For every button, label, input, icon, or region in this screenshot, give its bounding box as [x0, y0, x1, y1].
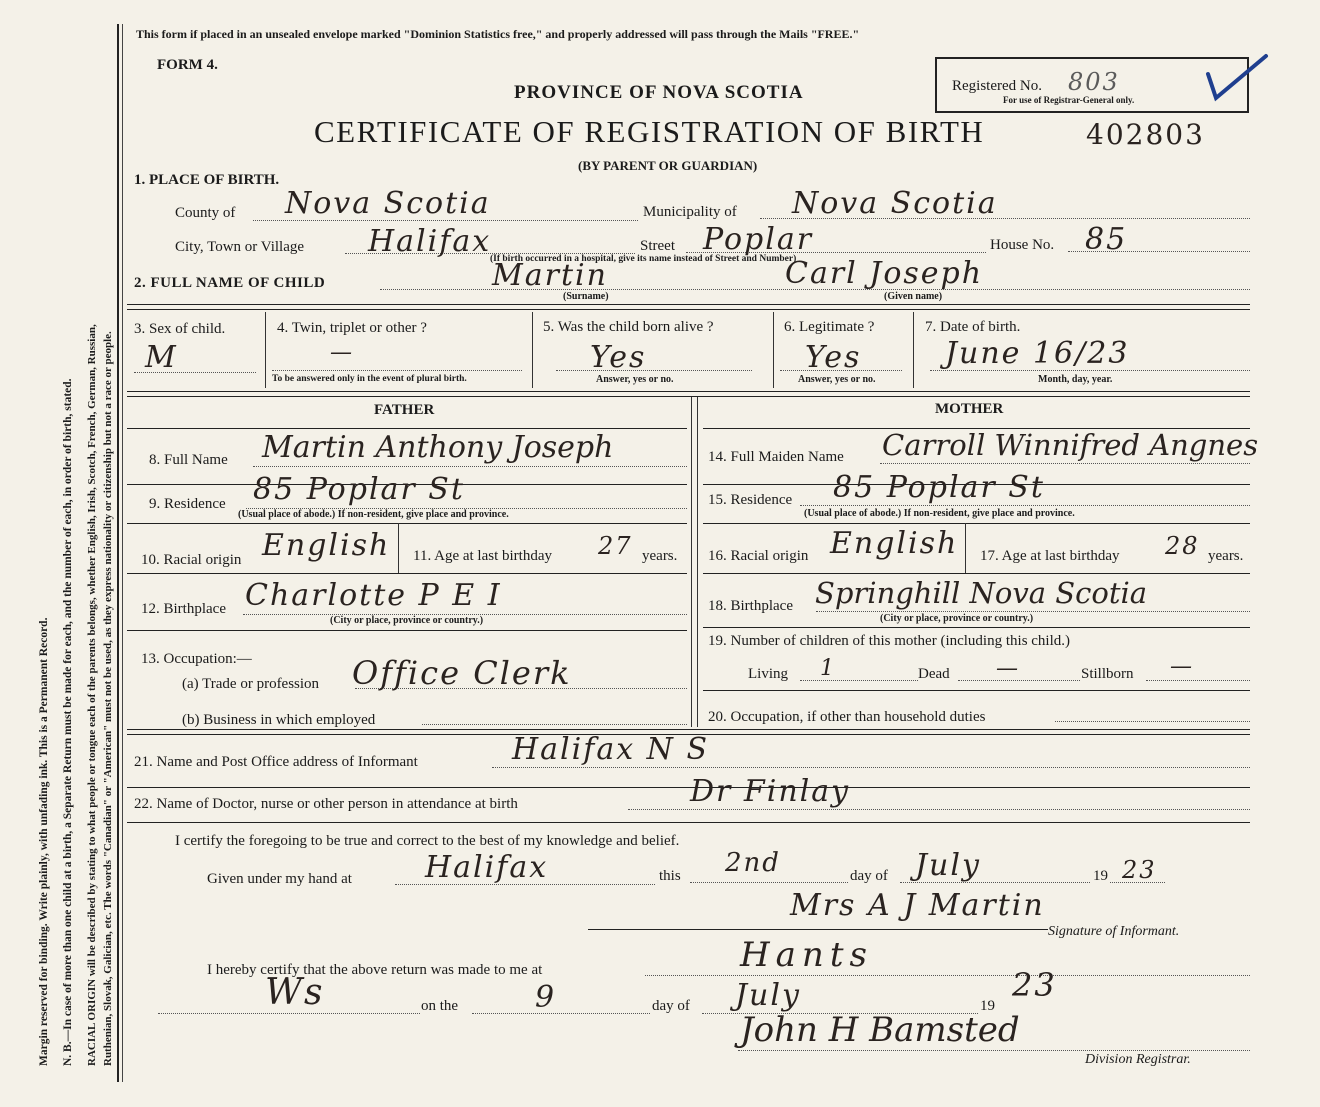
twin-label: 4. Twin, triplet or other ? [277, 320, 427, 336]
certify-month-value: July [915, 848, 981, 883]
twin-value: — [330, 340, 354, 365]
registrar-caption: Division Registrar. [1085, 1052, 1191, 1067]
informant-label: 21. Name and Post Office address of Informant [134, 754, 418, 770]
rule-stats-b [127, 396, 1250, 397]
mother-occupation-line [1055, 721, 1250, 722]
margin-note-4: Ruthenian, Slovak, Galician, etc. The words "Canadian" or "American" must not be used, as they express nationality or citizenship but not a race or people. [102, 331, 114, 1066]
margin-note-3: RACIAL ORIGIN will be described by stating to what people or tongue each of the parents belongs, whether English, Irish, Scotch, French, German, Russian, [86, 324, 98, 1066]
alive-line [556, 370, 752, 371]
father-race-value: English [262, 528, 391, 563]
informant-line [492, 767, 1250, 768]
twin-note: To be answered only in the event of plural birth. [272, 374, 467, 384]
dob-note: Month, day, year. [1038, 374, 1113, 385]
father-heading-rule [127, 428, 687, 429]
parents-divider-b [697, 397, 698, 727]
registrar-month-value: July [735, 978, 801, 1013]
registrar-place-line-2 [158, 1013, 420, 1014]
mother-residence-label: 15. Residence [708, 492, 793, 508]
legitimate-value: Yes [805, 340, 862, 375]
mother-birthplace-label: 18. Birthplace [708, 598, 793, 614]
father-age-label: 11. Age at last birthday [413, 548, 552, 564]
street-value: Poplar [703, 222, 814, 257]
informant-signature: Mrs A J Martin [790, 888, 1045, 923]
mother-heading: MOTHER [935, 401, 1004, 417]
street-label: Street [640, 238, 675, 254]
margin-note-1: Margin reserved for binding. Write plainly, with unfading ink. This is a Permanent Record. [38, 617, 50, 1066]
doctor-line [628, 809, 1250, 810]
house-label: House No. [990, 237, 1055, 253]
father-name-label: 8. Full Name [149, 452, 228, 468]
on-the-label: on the [421, 998, 459, 1014]
legitimate-note: Answer, yes or no. [798, 374, 876, 385]
hospital-note: (If birth occurred in a hospital, give its name instead of Street and Number) [490, 254, 797, 264]
dob-value: June 16/23 [945, 336, 1130, 371]
rule-21 [127, 787, 1250, 788]
mother-name-line [880, 463, 1250, 464]
stillborn-value: — [1170, 654, 1194, 679]
father-trade-value: Office Clerk [352, 654, 572, 692]
registrar-day-value: 9 [535, 980, 557, 1015]
registrar-extra-mark: Ws [265, 972, 325, 1013]
certify-year-value: 23 [1122, 856, 1157, 884]
mother-row-5 [703, 690, 1250, 691]
province-heading: PROVINCE OF NOVA SCOTIA [514, 82, 804, 103]
registrar-signature: John H Bamsted [740, 1010, 1020, 1050]
certify-day-value: 2nd [725, 848, 781, 878]
registered-label: Registered No. [952, 78, 1042, 94]
father-birthplace-note: (City or place, province or country.) [330, 615, 484, 626]
father-row-2 [127, 523, 687, 524]
stillborn-line [1146, 680, 1250, 681]
mother-age-divider [965, 523, 966, 573]
mother-row-4 [703, 627, 1250, 628]
rule-2 [127, 304, 1250, 305]
stats-divider-2 [532, 312, 533, 388]
mother-birthplace-value: Springhill Nova Scotia [815, 576, 1148, 610]
certificate-title: CERTIFICATE OF REGISTRATION OF BIRTH [314, 114, 985, 149]
mother-age-value: 28 [1165, 532, 1200, 560]
dead-label: Dead [918, 666, 950, 682]
mother-birthplace-note: (City or place, province or country.) [880, 613, 1034, 624]
mother-row-2 [703, 523, 1250, 524]
surname-caption: (Surname) [563, 291, 609, 302]
living-line [800, 680, 918, 681]
registrar-general-note: For use of Registrar-General only. [1003, 95, 1135, 105]
county-value: Nova Scotia [285, 186, 491, 221]
day-line [690, 882, 848, 883]
stats-divider-1 [265, 312, 266, 388]
twin-line [272, 370, 522, 371]
father-birthplace-value: Charlotte P E I [245, 578, 502, 613]
registrar-year-value: 23 [1012, 966, 1057, 1004]
father-row-4 [127, 630, 687, 631]
year-line [1110, 882, 1165, 883]
child-surname: Martin [492, 258, 608, 293]
sex-value: M [145, 340, 178, 375]
doctor-value: Dr Finlay [690, 774, 851, 809]
certificate-number: 402803 [1086, 118, 1205, 151]
child-name-label: 2. FULL NAME OF CHILD [134, 275, 326, 291]
stats-divider-3 [773, 312, 774, 388]
rule-2b [127, 309, 1250, 310]
place-of-birth-heading: 1. PLACE OF BIRTH. [134, 172, 280, 188]
certify-day-of-label: day of [850, 868, 888, 884]
father-residence-value: 85 Poplar St [253, 472, 465, 507]
registrar-signature-line [738, 1050, 1250, 1051]
form-number: FORM 4. [157, 57, 218, 73]
mother-residence-note: (Usual place of abode.) If non-resident, give place and province. [804, 508, 1075, 519]
father-business-line [422, 724, 687, 725]
alive-label: 5. Was the child born alive ? [543, 319, 714, 335]
father-business-label: (b) Business in which employed [182, 712, 376, 728]
mother-residence-line [800, 505, 1250, 506]
city-value: Halifax [368, 224, 492, 259]
this-label: this [659, 868, 681, 884]
mother-occupation-label: 20. Occupation, if other than household duties [708, 709, 986, 725]
certify-year-prefix: 19 [1093, 868, 1108, 884]
mother-row-3 [703, 573, 1250, 574]
parents-divider-a [691, 397, 692, 727]
municipality-label: Municipality of [643, 204, 737, 220]
father-name-value: Martin Anthony Joseph [262, 430, 614, 465]
certificate-subtitle: (BY PARENT OR GUARDIAN) [578, 158, 758, 173]
father-residence-note: (Usual place of abode.) If non-resident, give place and province. [238, 509, 509, 520]
given-place-value: Halifax [425, 850, 549, 885]
father-heading: FATHER [374, 402, 435, 418]
margin-rule-inner [122, 24, 123, 1082]
margin-note-2: N. B.—In case of more than one child at a birth, a Separate Return must be made for each, and the number of each, in order of birth, stated. [62, 378, 74, 1066]
margin-rule [117, 24, 119, 1082]
father-birthplace-label: 12. Birthplace [141, 601, 226, 617]
doctor-label: 22. Name of Doctor, nurse or other person in attendance at birth [134, 796, 518, 812]
living-label: Living [748, 666, 788, 682]
child-given-name: Carl Joseph [785, 256, 984, 291]
father-residence-label: 9. Residence [149, 496, 226, 512]
mother-residence-value: 85 Poplar St [833, 470, 1045, 505]
rule-stats [127, 391, 1250, 392]
father-row-3 [127, 573, 687, 574]
sex-label: 3. Sex of child. [134, 321, 226, 337]
alive-value: Yes [590, 340, 647, 375]
house-value: 85 [1085, 222, 1128, 257]
living-value: 1 [820, 656, 836, 681]
legitimate-label: 6. Legitimate ? [784, 319, 875, 335]
dead-value: — [996, 656, 1020, 681]
city-label: City, Town or Village [175, 239, 305, 255]
father-trade-label: (a) Trade or profession [182, 676, 320, 692]
alive-note: Answer, yes or no. [596, 374, 674, 385]
mother-race-label: 16. Racial origin [708, 548, 809, 564]
father-age-divider [398, 523, 399, 573]
father-race-label: 10. Racial origin [141, 552, 242, 568]
mother-name-label: 14. Full Maiden Name [708, 449, 844, 465]
mother-birthplace-line [816, 611, 1250, 612]
mother-race-value: English [830, 526, 959, 561]
rule-parents-end [127, 729, 1250, 730]
free-mail-note: This form if placed in an unsealed envelope marked "Dominion Statistics free," and properly addressed will pass through the Mails "FREE." [136, 27, 860, 41]
father-name-line [253, 466, 687, 467]
municipality-value: Nova Scotia [792, 186, 998, 221]
rule-22 [127, 822, 1250, 823]
father-occupation-label: 13. Occupation:— [141, 651, 252, 667]
mother-years-label: years. [1208, 548, 1244, 564]
father-age-value: 27 [598, 532, 633, 560]
stillborn-label: Stillborn [1081, 666, 1134, 682]
mother-name-value: Carroll Winnifred Angnes [882, 428, 1259, 462]
given-under-label: Given under my hand at [207, 871, 352, 887]
father-years-label: years. [642, 548, 678, 564]
registered-number: 803 [1068, 68, 1120, 96]
informant-signature-caption: Signature of Informant. [1048, 924, 1180, 939]
registrar-day-of-label: day of [652, 998, 690, 1014]
county-label: County of [175, 205, 236, 221]
checkmark-icon [1200, 52, 1270, 104]
dob-label: 7. Date of birth. [925, 319, 1021, 335]
stats-divider-4 [913, 312, 914, 388]
informant-value: Halifax N S [512, 732, 710, 767]
registrar-year-prefix: 19 [980, 998, 995, 1014]
informant-signature-line [588, 929, 1048, 930]
children-label: 19. Number of children of this mother (including this child.) [708, 633, 1071, 649]
given-name-caption: (Given name) [884, 291, 943, 302]
registrar-place-line [645, 975, 1250, 976]
certify-statement: I certify the foregoing to be true and correct to the best of my knowledge and belief. [175, 833, 680, 849]
registrar-day-line [472, 1013, 650, 1014]
registrar-statement: I hereby certify that the above return was made to me at [207, 962, 543, 978]
registrar-place-value: Hants [740, 935, 873, 975]
mother-age-label: 17. Age at last birthday [980, 548, 1120, 564]
